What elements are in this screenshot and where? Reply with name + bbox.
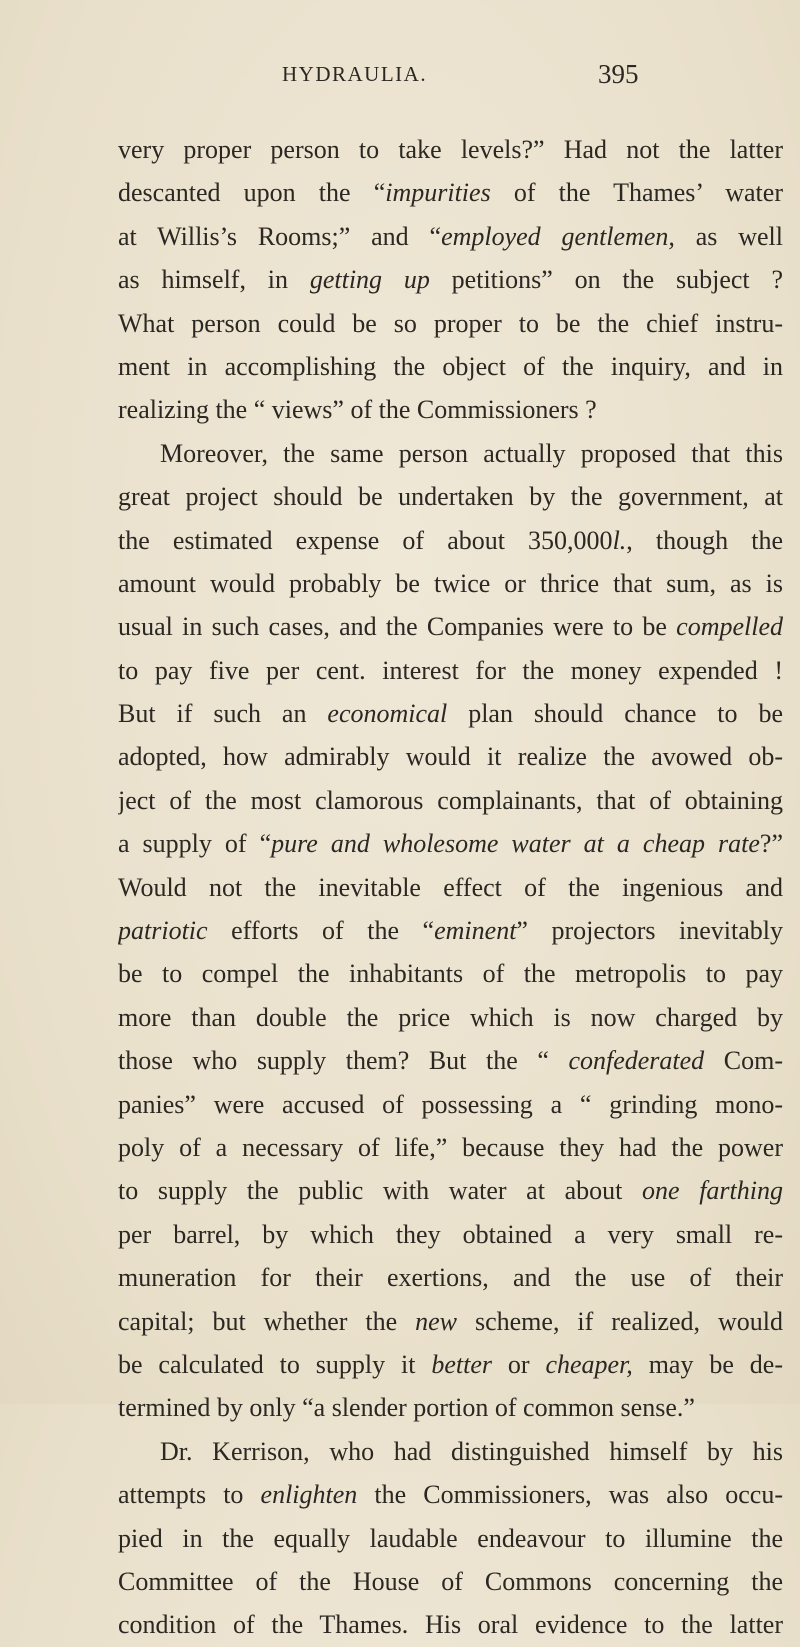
- text-line: be to compel the inhabitants of the metropolis to pay: [118, 959, 783, 989]
- text-line: capital; but whether the new scheme, if realized, would: [118, 1306, 783, 1336]
- text-line: usual in such cases, and the Companies were to be compelled: [118, 612, 783, 642]
- text-line: more than double the price which is now charged by: [118, 1002, 783, 1032]
- running-title: HYDRAULIA.: [282, 62, 428, 86]
- text-line: ment in accomplishing the object of the inquiry, and in: [118, 351, 783, 381]
- text-line: very proper person to take levels?” Had not the latter: [118, 135, 783, 164]
- text-line: a supply of “pure and wholesome water at a cheap rate?”: [118, 829, 783, 859]
- text-line: to pay five per cent. interest for the money expended !: [118, 655, 783, 685]
- text-line: Committee of the House of Commons concerning the: [118, 1566, 783, 1596]
- text-line: condition of the Thames. His oral evidence to the latter: [118, 1610, 783, 1640]
- text-line: poly of a necessary of life,” because they had the power: [118, 1132, 783, 1162]
- text-line: per barrel, by which they obtained a very small re-: [118, 1219, 783, 1249]
- text-line: attempts to enlighten the Commissioners, was also occu-: [118, 1480, 783, 1510]
- text-line: at Willis’s Rooms;” and “employed gentlemen, as well: [118, 221, 783, 251]
- text-line: great project should be undertaken by the government, at: [118, 482, 783, 512]
- text-line: the estimated expense of about 350,000l., though the: [118, 525, 783, 555]
- text-line: realizing the “ views” of the Commissioners ?: [118, 395, 597, 425]
- body-text: [118, 128, 783, 1647]
- text-line: termined by only “a slender portion of common sense.”: [118, 1393, 695, 1423]
- text-line: to supply the public with water at about one farthing: [118, 1176, 783, 1206]
- page-number: 395: [598, 59, 639, 89]
- text-line: as himself, in getting up petitions” on the subject ?: [118, 265, 783, 295]
- text-line: descanted upon the “impurities of the Thames’ water: [118, 178, 783, 208]
- text-line: What person could be so proper to be the chief instru-: [118, 308, 783, 338]
- paragraph-start: Dr. Kerrison, who had distinguished himself by his: [160, 1436, 783, 1466]
- running-head: [0, 52, 800, 96]
- text-line: Would not the inevitable effect of the ingenious and: [118, 872, 783, 902]
- text-line: But if such an economical plan should chance to be: [118, 699, 783, 729]
- text-line: amount would probably be twice or thrice that sum, as is: [118, 568, 783, 598]
- text-line: those who supply them? But the “ confederated Com-: [118, 1046, 783, 1076]
- text-line: muneration for their exertions, and the use of their: [118, 1263, 783, 1293]
- text-line: be calculated to supply it better or cheaper, may be de-: [118, 1349, 783, 1379]
- text-line: patriotic efforts of the “eminent” projectors inevitably: [118, 916, 783, 946]
- text-line: adopted, how admirably would it realize the avowed ob-: [118, 742, 783, 772]
- text-line: panies” were accused of possessing a “ grinding mono-: [118, 1089, 783, 1119]
- text-line: ject of the most clamorous complainants, that of obtaining: [118, 785, 783, 815]
- text-line: pied in the equally laudable endeavour to illumine the: [118, 1523, 783, 1553]
- paragraph-start: Moreover, the same person actually proposed that this: [160, 438, 783, 468]
